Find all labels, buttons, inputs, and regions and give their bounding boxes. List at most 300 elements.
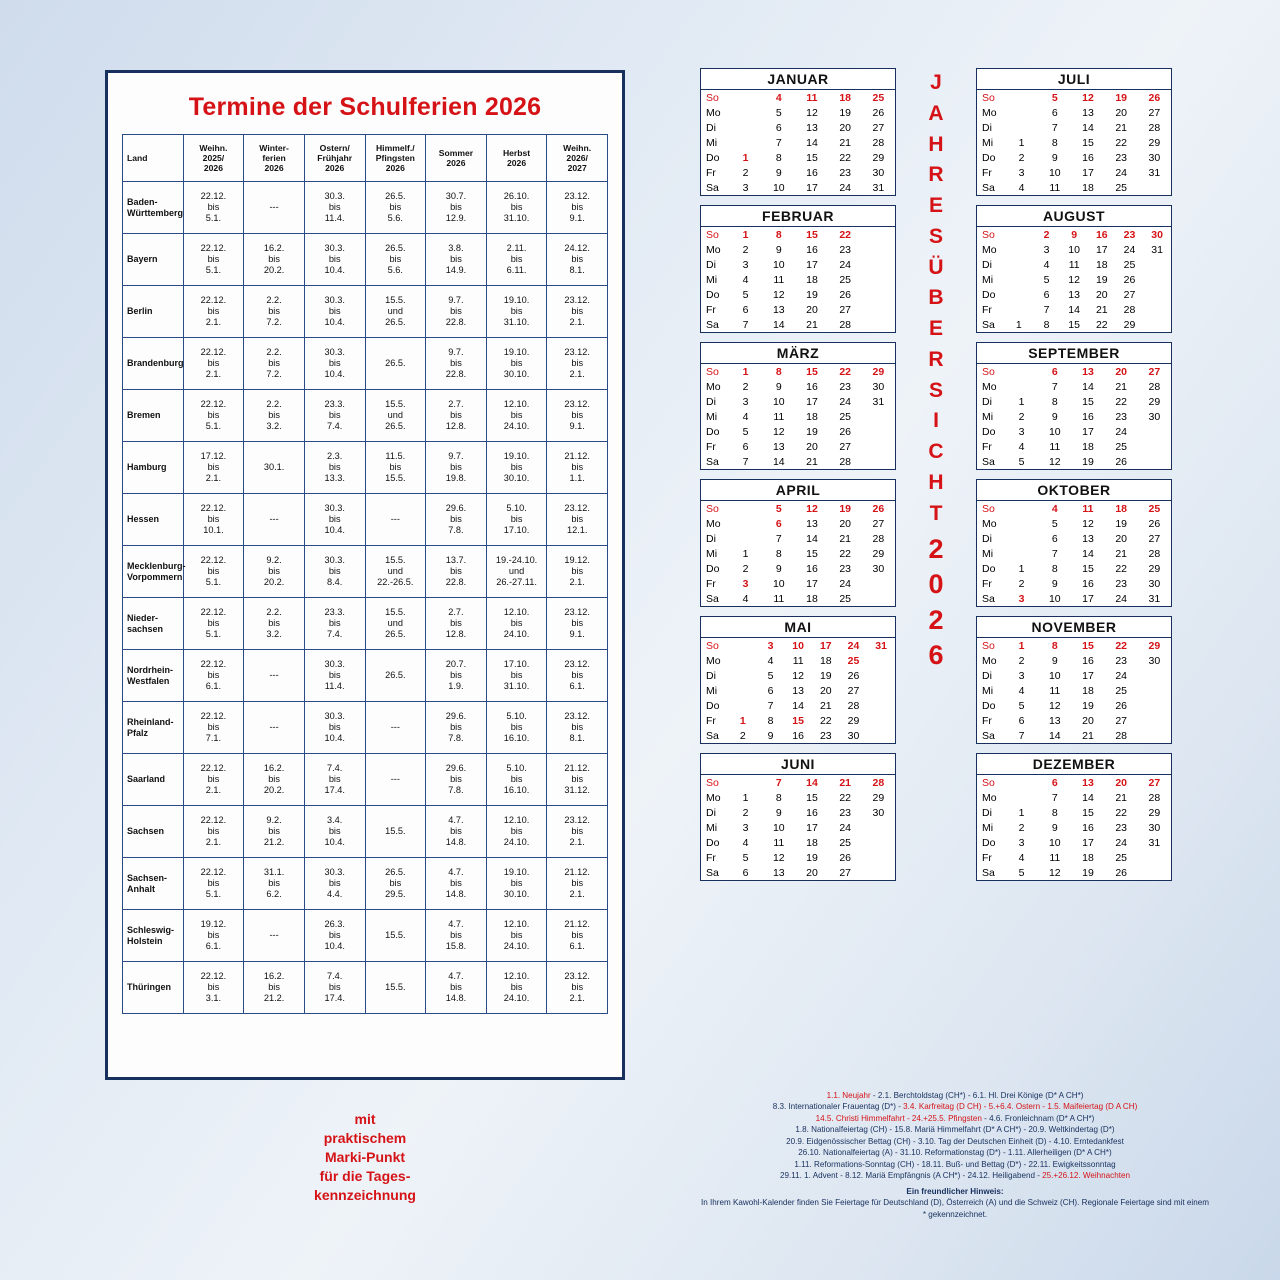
day-cell[interactable]: 16 [1082, 654, 1094, 667]
day-cell[interactable]: 4 [1018, 851, 1025, 864]
day-cell[interactable]: 24 [839, 395, 851, 408]
day-cell[interactable]: 18 [806, 273, 818, 286]
day-cell[interactable]: 11 [1082, 502, 1094, 515]
day-cell[interactable]: 7 [742, 318, 749, 331]
day-cell[interactable]: 4 [767, 654, 774, 667]
day-cell[interactable]: 30 [1151, 228, 1163, 241]
day-cell[interactable]: 28 [872, 532, 885, 545]
day-cell[interactable]: 21 [839, 136, 851, 149]
day-cell[interactable]: 23 [1115, 821, 1127, 834]
day-cell[interactable]: 18 [1095, 258, 1108, 271]
day-cell[interactable]: 12 [1082, 91, 1094, 104]
day-cell[interactable]: 9 [775, 562, 782, 575]
day-cell[interactable]: 12 [806, 106, 818, 119]
day-cell[interactable]: 17 [1095, 243, 1108, 256]
day-cell[interactable]: 20 [1115, 776, 1127, 789]
day-cell[interactable]: 11 [1049, 181, 1061, 194]
day-cell[interactable]: 14 [806, 776, 818, 789]
day-cell[interactable]: 1 [742, 547, 749, 560]
day-cell[interactable]: 8 [767, 714, 774, 727]
day-cell[interactable]: 4 [775, 91, 782, 104]
day-cell[interactable]: 12 [1068, 273, 1080, 286]
day-cell[interactable]: 9 [767, 729, 774, 742]
day-cell[interactable]: 29 [1148, 806, 1161, 819]
day-cell[interactable]: 15 [806, 547, 818, 560]
day-cell[interactable]: 29 [872, 547, 885, 560]
day-cell[interactable]: 13 [1068, 288, 1080, 301]
day-cell[interactable]: 31 [1148, 592, 1161, 605]
day-cell[interactable]: 4 [1018, 440, 1025, 453]
day-cell[interactable]: 29 [872, 791, 885, 804]
day-cell[interactable]: 1 [1018, 395, 1025, 408]
day-cell[interactable]: 24 [1115, 836, 1127, 849]
day-cell[interactable]: 19 [839, 502, 851, 515]
day-cell[interactable] [729, 90, 762, 105]
day-cell[interactable]: 20 [1115, 532, 1127, 545]
day-cell[interactable] [729, 683, 757, 698]
day-cell[interactable]: 3 [742, 181, 749, 194]
day-cell[interactable]: 28 [1148, 380, 1161, 393]
day-cell[interactable]: 16 [1082, 410, 1094, 423]
day-cell[interactable]: 7 [742, 455, 749, 468]
day-cell[interactable]: 4 [1018, 684, 1025, 697]
day-cell[interactable]: 4 [742, 836, 749, 849]
day-cell[interactable] [867, 653, 895, 668]
day-cell[interactable]: 2 [742, 806, 749, 819]
day-cell[interactable]: 1 [1015, 318, 1022, 331]
day-cell[interactable]: 10 [1048, 425, 1061, 438]
day-cell[interactable]: 5 [767, 669, 774, 682]
day-cell[interactable]: 25 [1115, 440, 1127, 453]
day-cell[interactable]: 3 [1018, 592, 1025, 605]
day-cell[interactable]: 2 [1018, 151, 1025, 164]
day-cell[interactable]: 13 [772, 303, 785, 316]
day-cell[interactable]: 1 [739, 714, 746, 727]
day-cell[interactable]: 2 [742, 562, 749, 575]
day-cell[interactable]: 1 [742, 228, 749, 241]
day-cell[interactable]: 7 [767, 699, 774, 712]
day-cell[interactable]: 17 [1082, 592, 1094, 605]
day-cell[interactable]: 7 [1051, 380, 1058, 393]
day-cell[interactable]: 21 [1082, 729, 1094, 742]
day-cell[interactable] [862, 591, 895, 606]
day-cell[interactable]: 11 [1049, 684, 1061, 697]
day-cell[interactable]: 27 [1123, 288, 1136, 301]
day-cell[interactable]: 14 [792, 699, 804, 712]
day-cell[interactable]: 23 [1115, 410, 1127, 423]
day-cell[interactable]: 22 [1115, 395, 1127, 408]
day-cell[interactable]: 3 [742, 821, 749, 834]
day-cell[interactable]: 12 [1048, 866, 1061, 879]
day-cell[interactable]: 23 [839, 806, 851, 819]
day-cell[interactable] [1005, 105, 1038, 120]
day-cell[interactable]: 26 [847, 669, 860, 682]
day-cell[interactable]: 6 [1051, 106, 1058, 119]
day-cell[interactable]: 27 [839, 303, 851, 316]
day-cell[interactable]: 27 [1115, 714, 1127, 727]
day-cell[interactable]: 27 [1148, 106, 1161, 119]
day-cell[interactable]: 13 [806, 121, 818, 134]
day-cell[interactable]: 21 [839, 776, 851, 789]
day-cell[interactable] [862, 820, 895, 835]
day-cell[interactable]: 17 [806, 395, 818, 408]
day-cell[interactable]: 1 [1018, 639, 1025, 652]
day-cell[interactable]: 18 [1082, 851, 1094, 864]
day-cell[interactable]: 20 [806, 303, 818, 316]
day-cell[interactable]: 11 [773, 410, 785, 423]
day-cell[interactable] [1143, 272, 1171, 287]
day-cell[interactable]: 25 [839, 273, 851, 286]
day-cell[interactable]: 17 [819, 639, 832, 652]
day-cell[interactable]: 8 [1051, 562, 1058, 575]
day-cell[interactable]: 24 [839, 821, 851, 834]
day-cell[interactable]: 21 [1115, 121, 1127, 134]
day-cell[interactable]: 7 [775, 136, 782, 149]
day-cell[interactable]: 11 [1049, 440, 1061, 453]
day-cell[interactable]: 2 [742, 243, 749, 256]
day-cell[interactable]: 25 [839, 836, 851, 849]
day-cell[interactable]: 28 [1115, 729, 1127, 742]
day-cell[interactable]: 12 [772, 851, 785, 864]
day-cell[interactable]: 18 [1115, 502, 1127, 515]
day-cell[interactable] [1138, 454, 1171, 469]
day-cell[interactable]: 18 [819, 654, 832, 667]
day-cell[interactable]: 13 [792, 684, 804, 697]
day-cell[interactable]: 4 [742, 592, 749, 605]
day-cell[interactable]: 29 [872, 151, 885, 164]
day-cell[interactable]: 15 [806, 365, 818, 378]
day-cell[interactable]: 16 [806, 806, 818, 819]
day-cell[interactable]: 28 [872, 776, 885, 789]
day-cell[interactable]: 5 [1043, 273, 1050, 286]
day-cell[interactable]: 21 [806, 318, 818, 331]
day-cell[interactable]: 13 [806, 517, 818, 530]
day-cell[interactable]: 23 [1115, 654, 1127, 667]
day-cell[interactable]: 10 [772, 821, 785, 834]
day-cell[interactable]: 14 [1082, 380, 1094, 393]
day-cell[interactable]: 5 [742, 851, 749, 864]
day-cell[interactable]: 12 [772, 288, 785, 301]
day-cell[interactable]: 23 [819, 729, 832, 742]
day-cell[interactable]: 26 [1115, 699, 1127, 712]
day-cell[interactable]: 11 [1068, 258, 1080, 271]
day-cell[interactable]: 26 [1148, 517, 1161, 530]
day-cell[interactable]: 28 [872, 136, 885, 149]
day-cell[interactable]: 14 [1082, 791, 1094, 804]
day-cell[interactable]: 3 [1018, 166, 1025, 179]
day-cell[interactable] [1138, 180, 1171, 195]
day-cell[interactable]: 28 [1123, 303, 1136, 316]
day-cell[interactable]: 3 [742, 395, 749, 408]
day-cell[interactable]: 18 [1082, 440, 1094, 453]
day-cell[interactable]: 4 [742, 273, 749, 286]
day-cell[interactable]: 26 [1123, 273, 1136, 286]
day-cell[interactable]: 20 [1115, 365, 1127, 378]
day-cell[interactable]: 19 [1082, 699, 1094, 712]
day-cell[interactable]: 23 [839, 562, 851, 575]
day-cell[interactable] [729, 531, 762, 546]
day-cell[interactable] [1005, 531, 1038, 546]
day-cell[interactable]: 24 [839, 181, 851, 194]
day-cell[interactable]: 9 [775, 380, 782, 393]
day-cell[interactable]: 2 [1018, 577, 1025, 590]
day-cell[interactable]: 12 [1048, 699, 1061, 712]
day-cell[interactable]: 27 [1148, 532, 1161, 545]
day-cell[interactable]: 21 [1115, 380, 1127, 393]
day-cell[interactable] [729, 105, 762, 120]
day-cell[interactable]: 12 [1048, 455, 1061, 468]
day-cell[interactable]: 14 [1082, 547, 1094, 560]
day-cell[interactable]: 21 [839, 532, 851, 545]
day-cell[interactable]: 6 [742, 866, 749, 879]
day-cell[interactable]: 18 [806, 592, 818, 605]
day-cell[interactable]: 30 [872, 806, 885, 819]
day-cell[interactable] [1138, 698, 1171, 713]
day-cell[interactable]: 25 [1148, 502, 1161, 515]
day-cell[interactable]: 1 [742, 151, 749, 164]
day-cell[interactable]: 27 [839, 440, 851, 453]
day-cell[interactable]: 27 [872, 517, 885, 530]
day-cell[interactable]: 12 [1082, 517, 1094, 530]
day-cell[interactable]: 30 [1148, 151, 1161, 164]
day-cell[interactable]: 30 [872, 166, 885, 179]
day-cell[interactable]: 20 [819, 684, 832, 697]
day-cell[interactable]: 3 [742, 577, 749, 590]
day-cell[interactable]: 3 [742, 258, 749, 271]
day-cell[interactable] [729, 775, 762, 790]
day-cell[interactable] [862, 454, 895, 469]
day-cell[interactable]: 6 [1051, 365, 1058, 378]
day-cell[interactable]: 30 [847, 729, 860, 742]
day-cell[interactable]: 12 [772, 425, 785, 438]
day-cell[interactable]: 11 [773, 273, 785, 286]
day-cell[interactable] [862, 242, 895, 257]
day-cell[interactable]: 31 [1148, 166, 1161, 179]
day-cell[interactable]: 28 [839, 318, 851, 331]
day-cell[interactable]: 19 [1095, 273, 1108, 286]
day-cell[interactable] [1005, 501, 1038, 516]
day-cell[interactable]: 18 [1082, 181, 1094, 194]
day-cell[interactable]: 29 [1123, 318, 1136, 331]
day-cell[interactable]: 10 [772, 395, 785, 408]
day-cell[interactable]: 27 [847, 684, 860, 697]
day-cell[interactable]: 10 [1048, 669, 1061, 682]
day-cell[interactable]: 25 [847, 654, 860, 667]
day-cell[interactable] [729, 638, 757, 653]
day-cell[interactable]: 17 [1082, 166, 1094, 179]
day-cell[interactable]: 22 [1095, 318, 1108, 331]
day-cell[interactable]: 3 [1043, 243, 1050, 256]
day-cell[interactable]: 31 [1151, 243, 1163, 256]
day-cell[interactable]: 14 [1082, 121, 1094, 134]
day-cell[interactable]: 24 [839, 577, 851, 590]
day-cell[interactable]: 20 [1082, 714, 1094, 727]
day-cell[interactable]: 13 [1082, 106, 1094, 119]
day-cell[interactable] [862, 424, 895, 439]
day-cell[interactable]: 7 [775, 532, 782, 545]
day-cell[interactable]: 13 [1048, 714, 1061, 727]
day-cell[interactable]: 1 [1018, 806, 1025, 819]
day-cell[interactable]: 22 [819, 714, 832, 727]
day-cell[interactable]: 15 [806, 228, 818, 241]
day-cell[interactable]: 29 [1148, 395, 1161, 408]
day-cell[interactable]: 25 [839, 592, 851, 605]
day-cell[interactable]: 9 [1051, 654, 1058, 667]
day-cell[interactable]: 26 [839, 425, 851, 438]
day-cell[interactable] [862, 409, 895, 424]
day-cell[interactable]: 31 [1148, 836, 1161, 849]
day-cell[interactable] [1005, 257, 1033, 272]
day-cell[interactable]: 8 [1051, 806, 1058, 819]
day-cell[interactable]: 14 [1068, 303, 1080, 316]
day-cell[interactable]: 27 [1148, 365, 1161, 378]
day-cell[interactable]: 7 [775, 776, 782, 789]
day-cell[interactable]: 2 [739, 729, 746, 742]
day-cell[interactable]: 2 [1018, 410, 1025, 423]
day-cell[interactable]: 16 [1095, 228, 1108, 241]
day-cell[interactable] [867, 698, 895, 713]
day-cell[interactable] [1005, 227, 1033, 242]
day-cell[interactable]: 31 [872, 181, 885, 194]
day-cell[interactable]: 4 [1043, 258, 1050, 271]
day-cell[interactable]: 9 [775, 166, 782, 179]
day-cell[interactable] [729, 698, 757, 713]
day-cell[interactable]: 5 [1051, 517, 1058, 530]
day-cell[interactable]: 1 [1018, 136, 1025, 149]
day-cell[interactable]: 27 [839, 866, 851, 879]
day-cell[interactable]: 24 [1115, 592, 1127, 605]
day-cell[interactable] [729, 653, 757, 668]
day-cell[interactable]: 26 [839, 851, 851, 864]
day-cell[interactable] [867, 668, 895, 683]
day-cell[interactable]: 8 [1043, 318, 1050, 331]
day-cell[interactable]: 8 [775, 151, 782, 164]
day-cell[interactable]: 23 [839, 166, 851, 179]
day-cell[interactable]: 2 [1018, 821, 1025, 834]
day-cell[interactable]: 24 [839, 258, 851, 271]
day-cell[interactable]: 22 [839, 151, 851, 164]
day-cell[interactable]: 10 [1048, 836, 1061, 849]
day-cell[interactable]: 24 [847, 639, 860, 652]
day-cell[interactable]: 5 [1018, 866, 1025, 879]
day-cell[interactable]: 26 [872, 106, 885, 119]
day-cell[interactable] [1005, 302, 1033, 317]
day-cell[interactable]: 2 [1043, 228, 1050, 241]
day-cell[interactable] [862, 850, 895, 865]
day-cell[interactable]: 13 [772, 440, 785, 453]
day-cell[interactable]: 16 [1082, 821, 1094, 834]
day-cell[interactable]: 15 [1082, 562, 1094, 575]
day-cell[interactable]: 15 [1068, 318, 1080, 331]
day-cell[interactable]: 22 [1115, 136, 1127, 149]
day-cell[interactable]: 28 [839, 455, 851, 468]
day-cell[interactable] [862, 835, 895, 850]
day-cell[interactable]: 28 [1148, 121, 1161, 134]
day-cell[interactable]: 14 [1048, 729, 1061, 742]
day-cell[interactable]: 8 [775, 791, 782, 804]
day-cell[interactable]: 4 [742, 410, 749, 423]
day-cell[interactable]: 27 [872, 121, 885, 134]
day-cell[interactable]: 29 [872, 365, 885, 378]
day-cell[interactable]: 3 [1018, 425, 1025, 438]
day-cell[interactable]: 6 [1051, 776, 1058, 789]
day-cell[interactable]: 17 [806, 181, 818, 194]
day-cell[interactable]: 19 [1115, 91, 1127, 104]
day-cell[interactable]: 15 [1082, 639, 1094, 652]
day-cell[interactable]: 14 [806, 136, 818, 149]
day-cell[interactable]: 9 [1051, 821, 1058, 834]
day-cell[interactable] [867, 713, 895, 728]
day-cell[interactable] [729, 501, 762, 516]
day-cell[interactable]: 11 [1049, 851, 1061, 864]
day-cell[interactable]: 29 [847, 714, 860, 727]
day-cell[interactable]: 30 [1148, 821, 1161, 834]
day-cell[interactable]: 4 [1051, 502, 1058, 515]
day-cell[interactable]: 17 [1082, 836, 1094, 849]
day-cell[interactable] [862, 272, 895, 287]
day-cell[interactable]: 19 [1082, 455, 1094, 468]
day-cell[interactable]: 9 [1071, 228, 1078, 241]
day-cell[interactable]: 26 [1115, 455, 1127, 468]
day-cell[interactable]: 1 [742, 791, 749, 804]
day-cell[interactable]: 25 [1115, 851, 1127, 864]
day-cell[interactable] [729, 668, 757, 683]
day-cell[interactable]: 14 [772, 318, 785, 331]
day-cell[interactable]: 7 [1043, 303, 1050, 316]
day-cell[interactable]: 17 [806, 821, 818, 834]
day-cell[interactable]: 16 [806, 166, 818, 179]
day-cell[interactable]: 8 [775, 365, 782, 378]
day-cell[interactable]: 27 [1148, 776, 1161, 789]
day-cell[interactable]: 8 [775, 228, 782, 241]
day-cell[interactable]: 19 [1115, 517, 1127, 530]
day-cell[interactable]: 30 [872, 562, 885, 575]
day-cell[interactable]: 10 [792, 639, 804, 652]
day-cell[interactable] [1138, 728, 1171, 743]
day-cell[interactable]: 9 [775, 243, 782, 256]
day-cell[interactable]: 19 [806, 288, 818, 301]
day-cell[interactable] [1138, 713, 1171, 728]
day-cell[interactable]: 12 [792, 669, 804, 682]
day-cell[interactable]: 28 [1148, 791, 1161, 804]
day-cell[interactable]: 16 [792, 729, 804, 742]
day-cell[interactable]: 16 [806, 380, 818, 393]
day-cell[interactable]: 1 [1018, 562, 1025, 575]
day-cell[interactable] [862, 865, 895, 880]
day-cell[interactable]: 15 [792, 714, 804, 727]
day-cell[interactable]: 23 [1115, 151, 1127, 164]
day-cell[interactable]: 20 [1095, 288, 1108, 301]
day-cell[interactable]: 5 [742, 288, 749, 301]
day-cell[interactable]: 26 [872, 502, 885, 515]
day-cell[interactable]: 19 [819, 669, 832, 682]
day-cell[interactable] [729, 516, 762, 531]
day-cell[interactable]: 6 [1043, 288, 1050, 301]
day-cell[interactable]: 4 [1018, 181, 1025, 194]
day-cell[interactable]: 5 [775, 502, 782, 515]
day-cell[interactable]: 6 [775, 121, 782, 134]
day-cell[interactable]: 18 [806, 836, 818, 849]
day-cell[interactable]: 25 [1123, 258, 1136, 271]
day-cell[interactable]: 3 [767, 639, 774, 652]
day-cell[interactable]: 30 [1148, 410, 1161, 423]
day-cell[interactable]: 19 [806, 425, 818, 438]
day-cell[interactable]: 5 [1018, 455, 1025, 468]
day-cell[interactable] [1005, 516, 1038, 531]
day-cell[interactable]: 10 [772, 577, 785, 590]
day-cell[interactable]: 19 [806, 851, 818, 864]
day-cell[interactable]: 7 [1018, 729, 1025, 742]
